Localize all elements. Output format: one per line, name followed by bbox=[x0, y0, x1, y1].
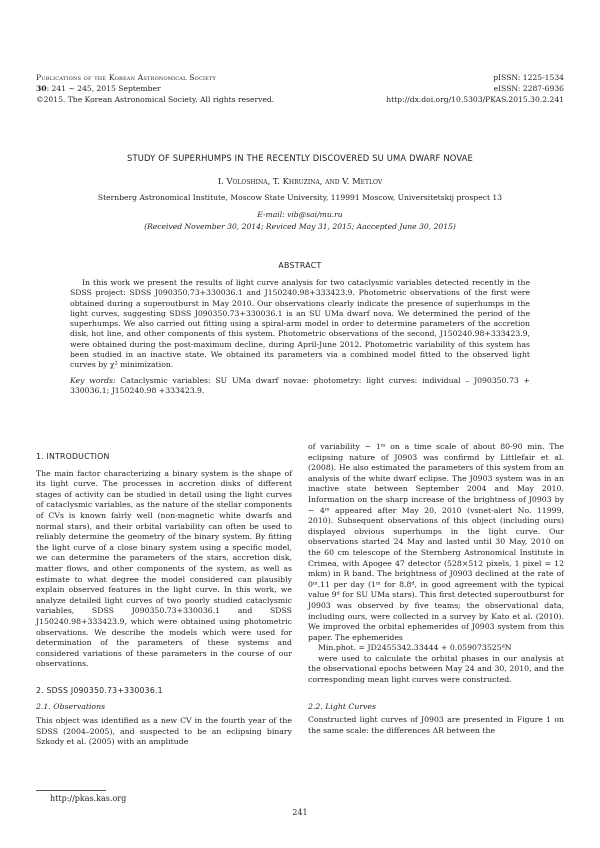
received-dates: (Received November 30, 2014; Reviced May 31, 2015; Aaccepted June 30, 2015) bbox=[144, 222, 456, 231]
light-curves-text: Constructed light curves of J0903 are presented in Figure 1 on the same scale: the differences ΔR between the bbox=[308, 715, 564, 735]
doi-link[interactable]: http://dx.doi.org/10.5303/PKAS.2015.30.2.241 bbox=[386, 95, 564, 104]
volume-pages: : 241 ∼ 245, 2015 September bbox=[46, 84, 161, 93]
right-column bbox=[308, 442, 564, 736]
volume-info bbox=[36, 83, 274, 94]
issn-header bbox=[386, 72, 564, 105]
intro-text: The main factor characterizing a binary system is the shape of its light curve. The processes in accretion disks of different stages of activity can be studied in detail using the light curves of cataclysmic variables, as the nature of the stellar components of CVs is known fairly well (non-magnetic white dwarfs and normal stars), and their orbital variability can often be used to reliably determine the geometry of the binary system. By fitting the light curve of a close binary system using a specific model, we can determine the parameters of the stars, accretion disk, matter flows, and other components of the system, as well as estimate to what degree the model considered can plausibly explain observed features in the light curve. In this work, we analyze detailed light curves of two poorly studied cataclysmic variables, SDSS J090350.73+330036.1 and SDSS J150240.98+333423.9, which were obtained using photometric observations. We describe the models which were used for determination of the parameters of these systems and considered variations of these parameters in the course of our observations. bbox=[36, 468, 292, 669]
intro-heading: 1. INTRODUCTION bbox=[36, 452, 110, 461]
paper-title: STUDY OF SUPERHUMPS IN THE RECENTLY DISCOVERED SU UMA DWARF NOVAE bbox=[126, 153, 473, 163]
footnote-divider bbox=[36, 790, 106, 791]
keywords bbox=[70, 376, 530, 397]
observations-heading: 2.1. Observations bbox=[36, 702, 106, 712]
keywords-label: Key words: bbox=[70, 376, 116, 385]
abstract-heading: ABSTRACT bbox=[278, 261, 322, 270]
journal-name: Publications of the Korean Astronomical Society bbox=[36, 73, 217, 82]
abstract-text: In this work we present the results of light curve analysis for two cataclysmic variables detected recently in the SDSS project: SDSS J090350.73+330036.1 and J150240.98+333423.9. Photometric observations of the first were obtained during a superoutburst in May 2010. Our observations clearly indicate the presence of superhumps in the light curves, suggesting SDSS J090350.73+330036.1 is an SU UMa dwarf nova. We determined the period of the superhumps. We also carried out fitting using a spiral-arm model in order to determine parameters of the accretion disk, hot line, and other components of this system. Photometric observations of the second, J150240.98+333423.9, were obtained during the post-maximum decline, during April-June 2012. Photometric variability of this system has been studied in an inactive state. We obtained its parameters via a combined model fitted to the observed light curves by χ² minimization. bbox=[70, 278, 530, 370]
observations-text-right: of variability ∼ 1ᵐ on a time scale of about 80-90 min. The eclipsing nature of J0903 was confirmd by Littlefair et al. (2008). He also estimated the parameters of this system from an analysis of the white dwarf eclipse. The J0903 system was in an inactive state between September 2004 and May 2010. Information on the sharp increase of the brightness of J0903 by ∼ 4ᵐ appeared after May 20, 2010 (vsnet-alert No. 11999, 2010). Subsequent observations of this object (including ours) displayed obvious superhumps in the light curve. Our observations started 24 May and lasted until 30 May, 2010 on the 60 cm telescope of the Sternberg Astronomical Institute in Crimea, with Apogee 47 detector (528×512 pixels, 1 pixel = 12 mkm) in R band. The brightness of J0903 declined at the rate of 0ᵐ.11 per day (1ᵐ for 8.8ᵈ, in good agreement with the typical value 9ᵈ for SU UMa stars). This first detected superoutburst for J0903 was observed by five teams; the observational data, including ours, were collected in a survey by Kato et al. (2010). We improved the orbital ephemerides of J0903 system from this paper. The ephemerides bbox=[308, 442, 564, 642]
email[interactable]: E-mail: vib@sai/mu.ru bbox=[257, 210, 343, 219]
eissn: eISSN: 2287-6936 bbox=[493, 84, 564, 93]
left-column bbox=[36, 452, 292, 748]
observations-text-left: This object was identified as a new CV in the fourth year of the SDSS (2004–2005), and suspected to be an eclipsing binary Szkody et al. (2005) with an amplitude bbox=[36, 716, 292, 747]
ephemeris-equation: Min.phot. = JD2455342.33444 + 0.059073525ᵈN bbox=[318, 643, 512, 653]
page-number: 241 bbox=[292, 808, 308, 817]
journal-url[interactable]: http://pkas.kas.org bbox=[50, 794, 127, 803]
copyright: ©2015. The Korean Astronomical Society. All rights reserved. bbox=[36, 95, 275, 104]
observations-text-after: were used to calculate the orbital phases in our analysis at the observational epochs between May 24 and 30, 2010, and the corresponding mean light curves were constructed. bbox=[308, 653, 564, 685]
keywords-text: Cataclysmic variables: SU UMa dwarf novae: photometry: light curves: individual – J090350.73 + 330036.1; J150240.98 +333423.9. bbox=[70, 376, 530, 396]
pissn: pISSN: 1225-1534 bbox=[493, 73, 564, 82]
volume-number: 30 bbox=[36, 84, 47, 93]
affiliation: Sternberg Astronomical Institute, Moscow State University, 119991 Moscow, Universitetskij prospect 13 bbox=[97, 193, 503, 202]
light-curves-heading: 2.2. Light Curves bbox=[308, 701, 376, 711]
journal-header bbox=[36, 72, 274, 105]
section2-heading: 2. SDSS J090350.73+330036.1 bbox=[36, 685, 163, 695]
authors: I. Voloshina, T. Khruzina, and V. Metlov bbox=[217, 176, 383, 186]
